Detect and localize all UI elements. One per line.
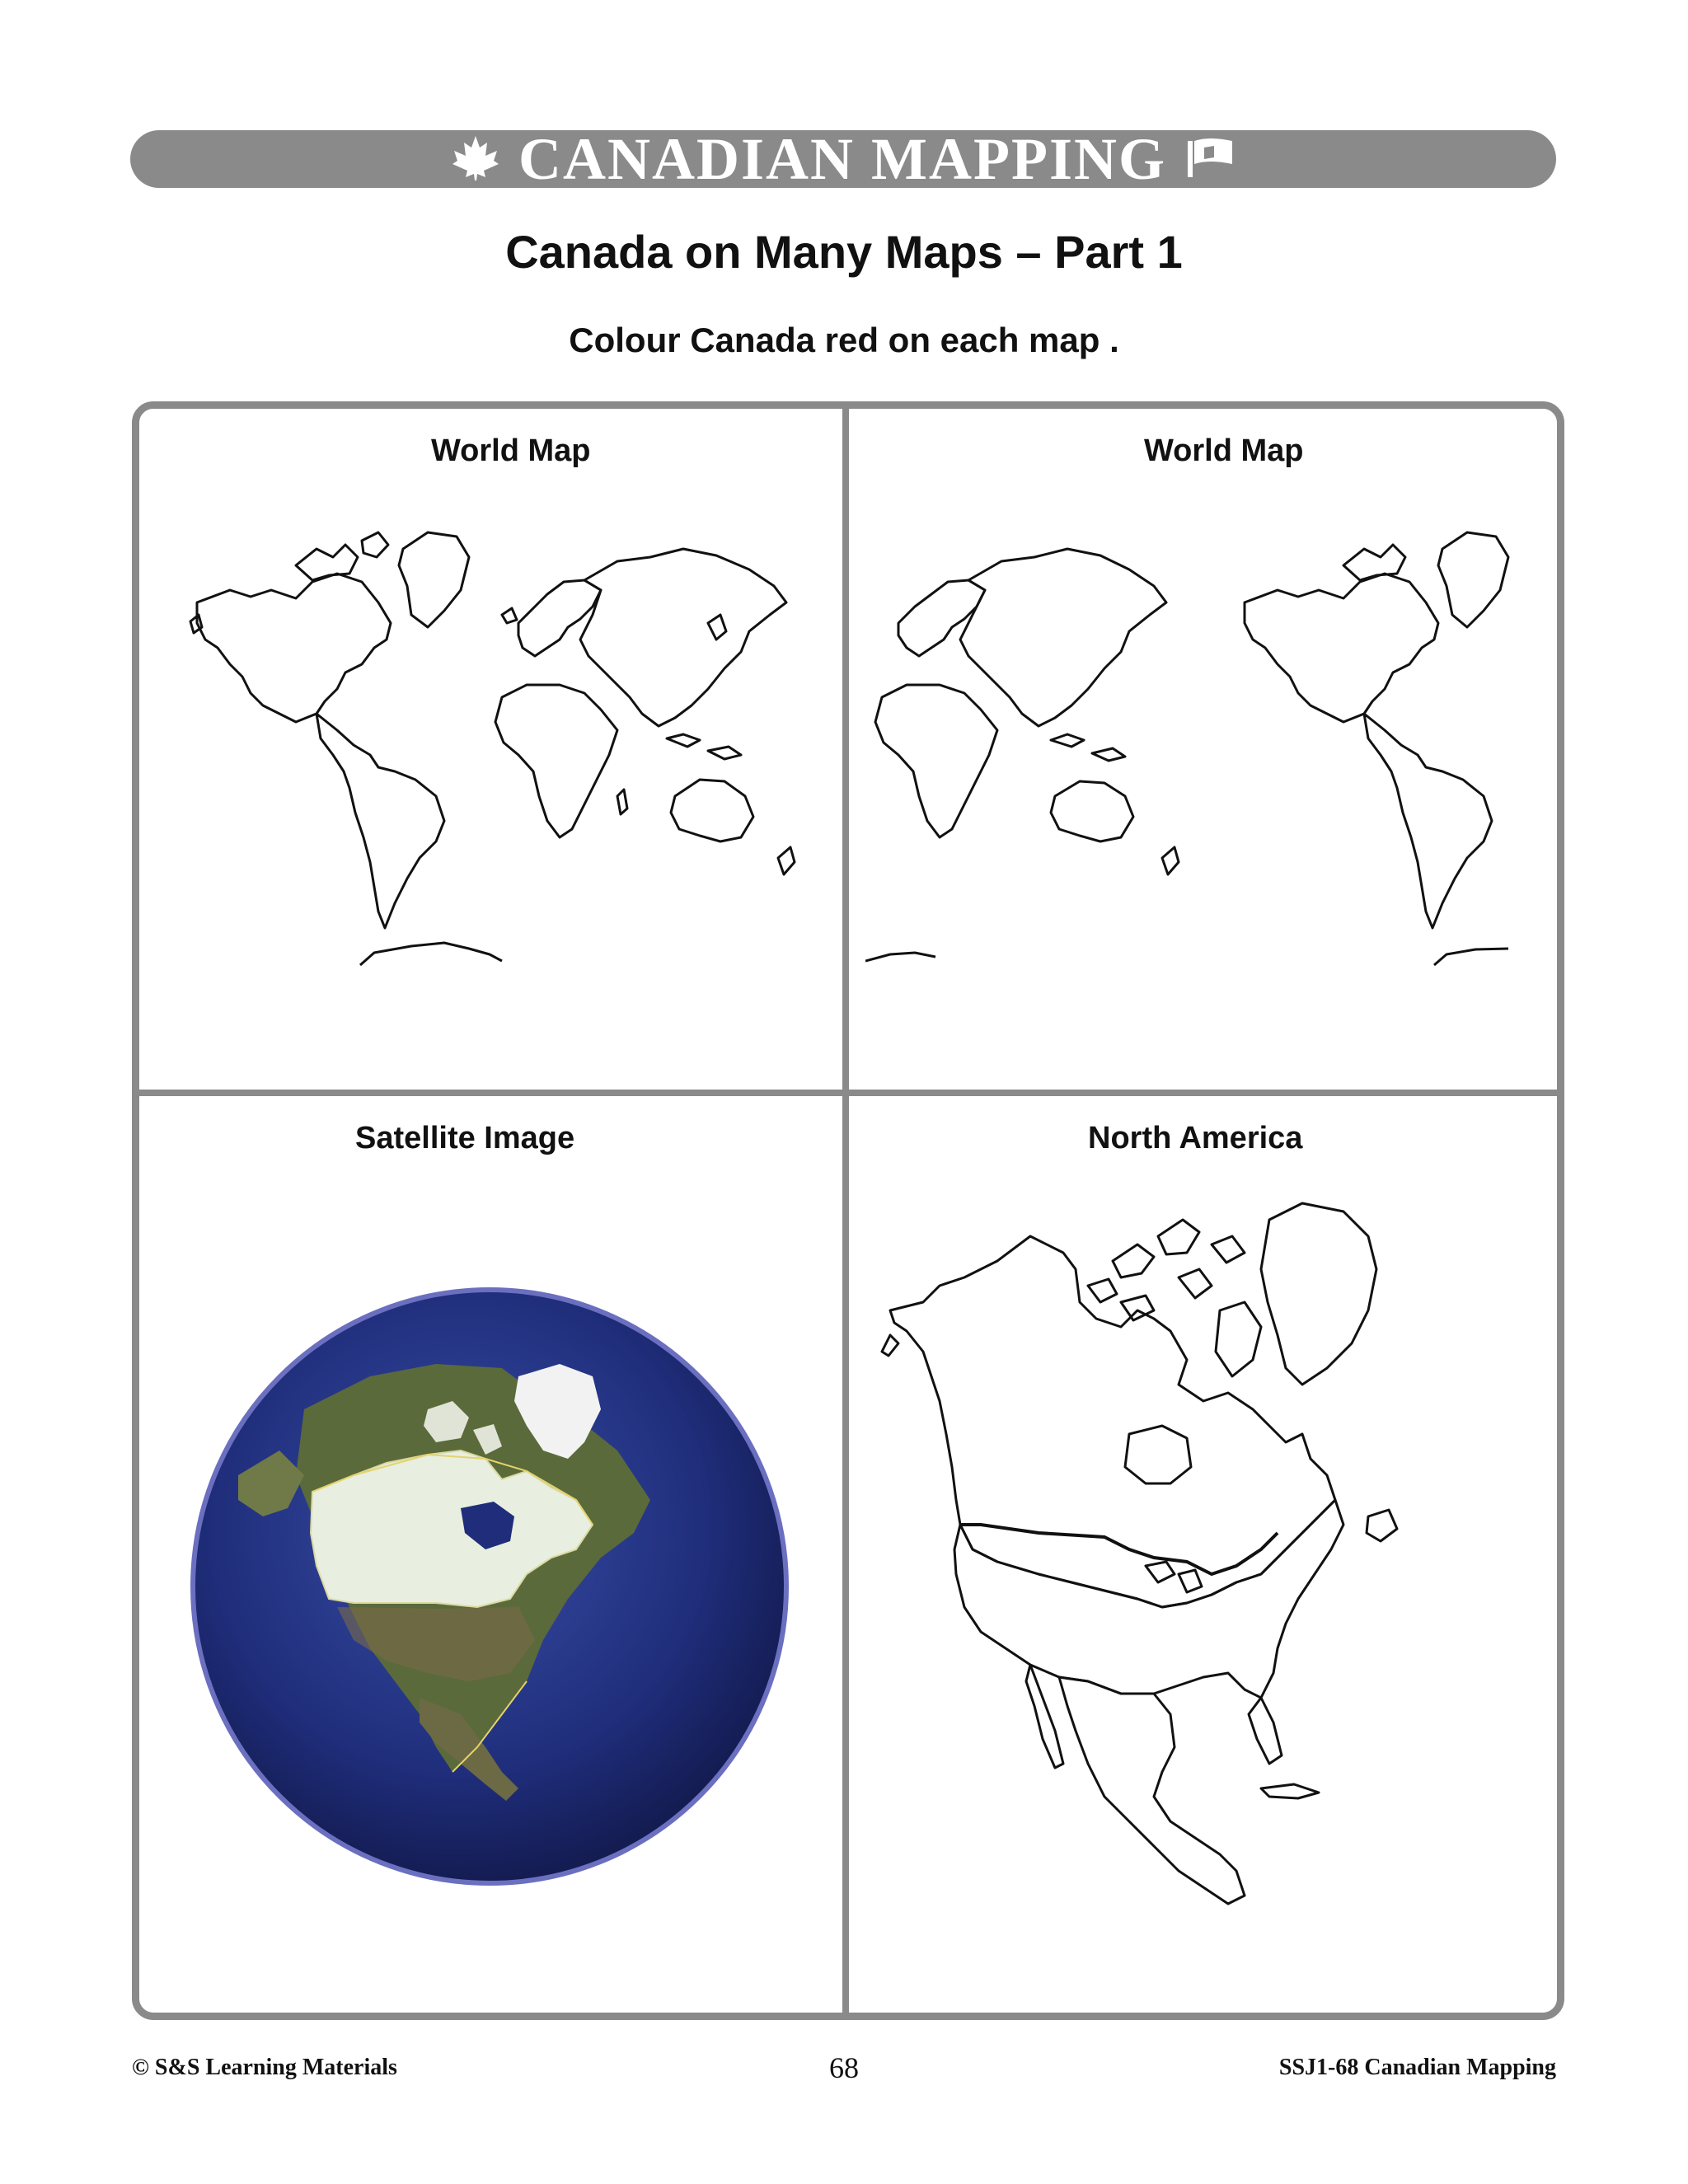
panel-title: World Map bbox=[1144, 434, 1304, 468]
panel-world-map-1 bbox=[139, 409, 842, 1090]
panel-title: World Map bbox=[431, 434, 591, 468]
maple-leaf-icon bbox=[451, 134, 500, 185]
maps-frame bbox=[132, 401, 1564, 2020]
satellite-globe-image bbox=[189, 1286, 790, 1887]
panel-world-map-2 bbox=[849, 409, 1557, 1090]
north-america-outline-image bbox=[874, 1187, 1533, 1978]
footer-copyright: © S&S Learning Materials bbox=[132, 2055, 397, 2080]
horizontal-divider bbox=[139, 1090, 1557, 1096]
page-number: 68 bbox=[829, 2051, 859, 2084]
panel-north-america bbox=[849, 1096, 1557, 2013]
world-map-outline-image bbox=[172, 524, 815, 986]
footer-series: SSJ1-68 Canadian Mapping bbox=[1278, 2055, 1556, 2080]
page-title: Canada on Many Maps – Part 1 bbox=[505, 226, 1183, 278]
panel-title: North America bbox=[1088, 1121, 1303, 1155]
title-banner bbox=[130, 126, 1556, 192]
banner-title: CANADIAN MAPPING bbox=[518, 126, 1166, 192]
flag-icon bbox=[1184, 136, 1236, 183]
world-map-outline-image bbox=[865, 524, 1525, 986]
panel-title: Satellite Image bbox=[355, 1121, 575, 1155]
instructions: Colour Canada red on each map . bbox=[569, 321, 1119, 359]
panel-satellite bbox=[139, 1096, 842, 2013]
vertical-divider bbox=[842, 409, 849, 2013]
